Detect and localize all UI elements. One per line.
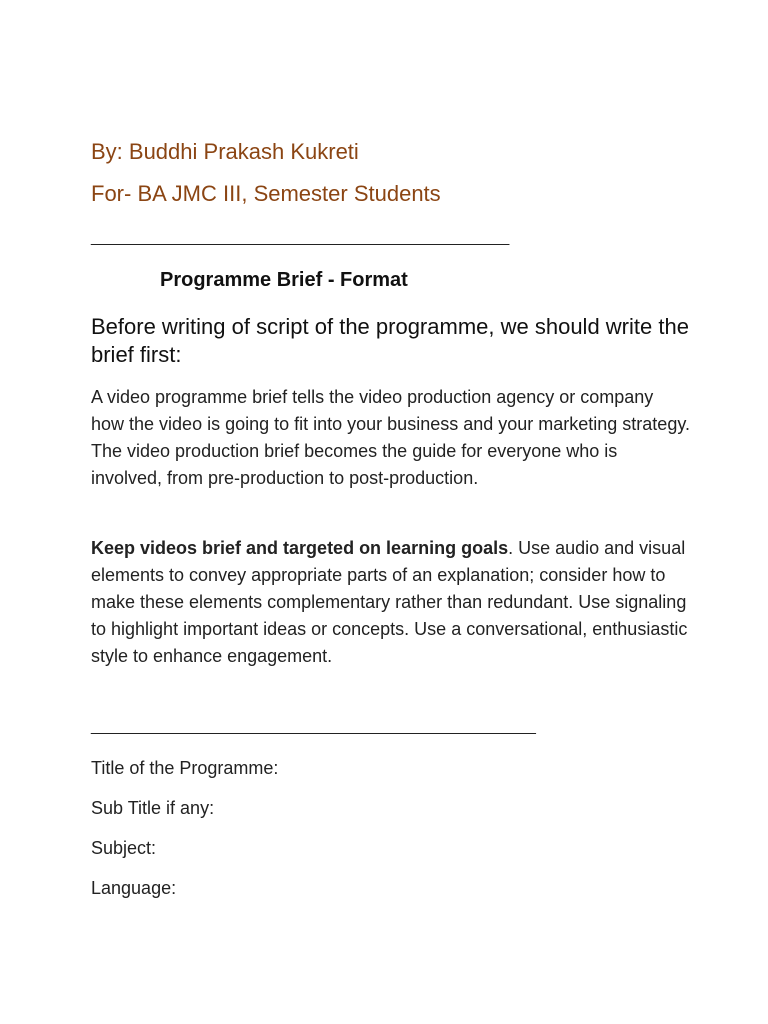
bold-lead-text: Keep videos brief and targeted on learning goals [91, 538, 509, 558]
divider-rule: __________________________________________________ [91, 718, 536, 735]
section-heading: Programme Brief - Format [160, 269, 408, 291]
body-paragraph-goals [91, 535, 691, 670]
field-subject-label: Subject: [91, 838, 157, 858]
author-line: By: Buddhi Prakash Kukreti [91, 139, 359, 164]
audience-line: For- BA JMC III, Semester Students [91, 181, 441, 206]
field-title-label: Title of the Programme: [91, 758, 279, 778]
field-subtitle-label: Sub Title if any: [91, 798, 215, 818]
field-language-label: Language: [91, 878, 177, 898]
paragraph-rest-text: . Use audio and visual elements to convey appropriate parts of an explanation; consider how to make these elements complementary rather than redundant. Use signaling to highlight important ideas or concepts. Use a conversational, enthusiastic style to enhance engagement. [91, 538, 688, 666]
body-paragraph: A video programme brief tells the video production agency or company how the video is going to fit into your business and your marketing strategy. The video production brief becomes the guide for everyone who is involved, from pre-production to post-production. [91, 387, 690, 488]
intro-text: Before writing of script of the programme, we should write the brief first: [91, 314, 689, 367]
divider-rule: _______________________________________________ [91, 229, 510, 246]
